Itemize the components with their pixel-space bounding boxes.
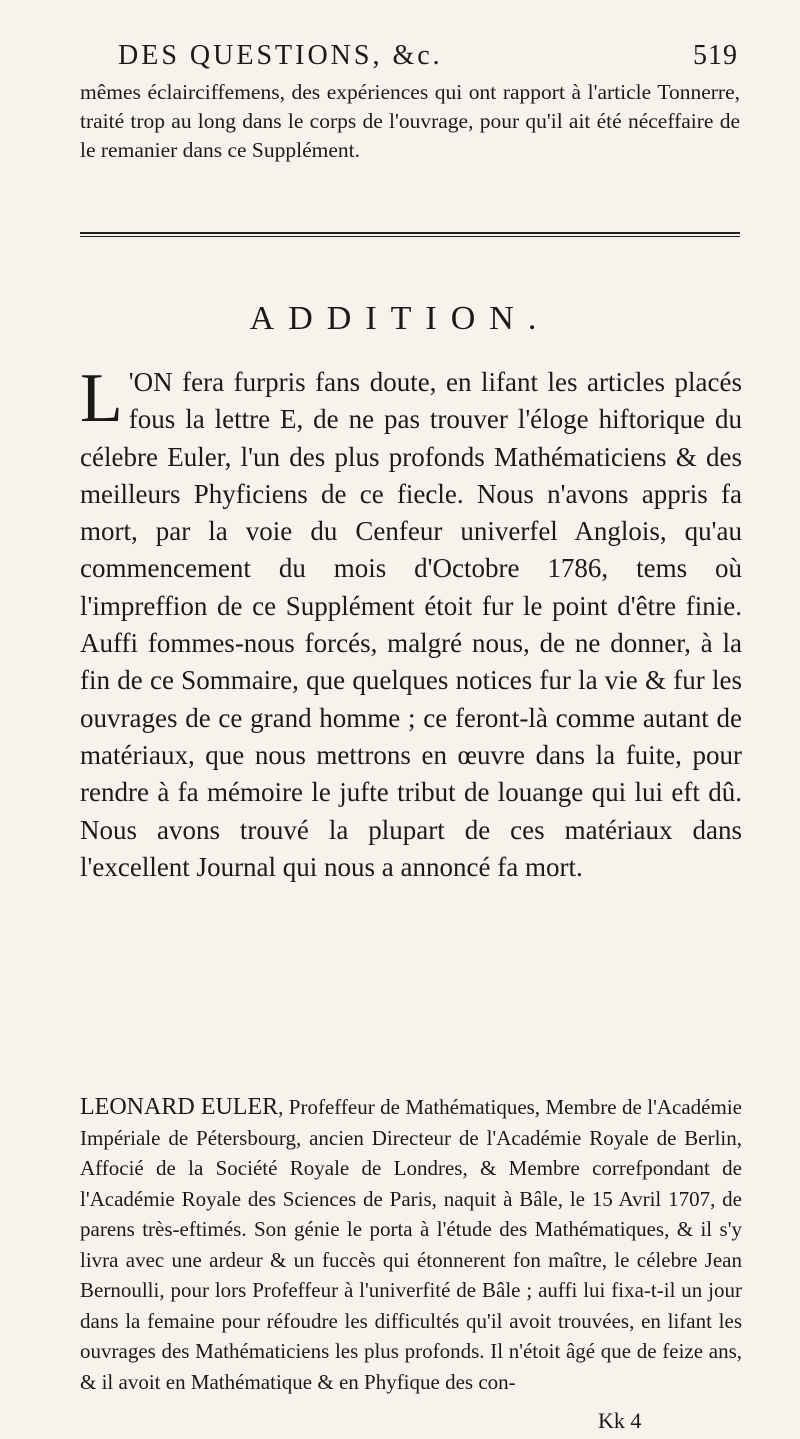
- running-head-title: DES QUESTIONS, &c.: [118, 40, 443, 71]
- section-rule-thin: [80, 236, 740, 237]
- page-number: 519: [693, 40, 738, 71]
- drop-cap: L: [80, 360, 123, 437]
- biography-text: , Profeffeur de Mathématiques, Membre de l'Académie Impériale de Pétersbourg, ancien Directeur de l'Académie Royale de Berlin, Affocié de la Société Royale de Londres, & Membre correfpondant de l'Académie Royale des Sciences de Paris, naquit à Bâle, le 15 Avril 1707, de parens très-eftimés. Son génie le porta à l'étude des Mathématiques, & il s'y livra avec une ardeur & un fuccès qui étonnerent fon maître, le célebre Jean Bernoulli, pour lors Profeffeur à l'univerfité de Bâle ; auffi lui fixa-t-il un jour dans la femaine pour réfoudre les difficultés qu'il avoit trouvées, en lifant les ouvrages des Mathématiciens les plus profonds. Il n'étoit âgé que de feize ans, & il avoit en Mathématique & en Phyfique des con-: [80, 1095, 742, 1394]
- addition-paragraph: [80, 360, 742, 886]
- signature-mark: Kk 4: [598, 1408, 642, 1433]
- section-rule: [80, 232, 740, 234]
- biography-name: LEONARD EULER: [80, 1094, 279, 1120]
- running-head: [118, 40, 738, 72]
- section-title: ADDITION.: [249, 300, 551, 337]
- biography-paragraph: [80, 1092, 742, 1397]
- intro-paragraph: mêmes éclairciffemens, des expériences qui ont rapport à l'article Tonnerre, traité trop au long dans le corps de l'ouvrage, pour qu'il ait été néceffaire de le remanier dans ce Supplément.: [80, 80, 740, 162]
- addition-text: 'ON fera furpris fans doute, en lifant les articles placés fous la lettre E, de ne pas trouver l'éloge hiftorique du célebre Euler, l'un des plus profonds Mathématiciens & des meilleurs Phyficiens de ce fiecle. Nous n'avons appris fa mort, par la voie du Cenfeur univerfel Anglois, qu'au commencement du mois d'Octobre 1786, tems où l'impreffion de ce Supplément étoit fur le point d'être finie. Auffi fommes-nous forcés, malgré nous, de ne donner, à la fin de ce Sommaire, que quelques notices fur la vie & fur les ouvrages de ce grand homme ; ce feront-là comme autant de matériaux, que nous mettrons en œuvre dans la fuite, pour rendre à fa mémoire le jufte tribut de louange qui lui eft dû. Nous avons trouvé la plupart de ces matériaux dans l'excellent Journal qui nous a annoncé fa mort.: [80, 367, 742, 882]
